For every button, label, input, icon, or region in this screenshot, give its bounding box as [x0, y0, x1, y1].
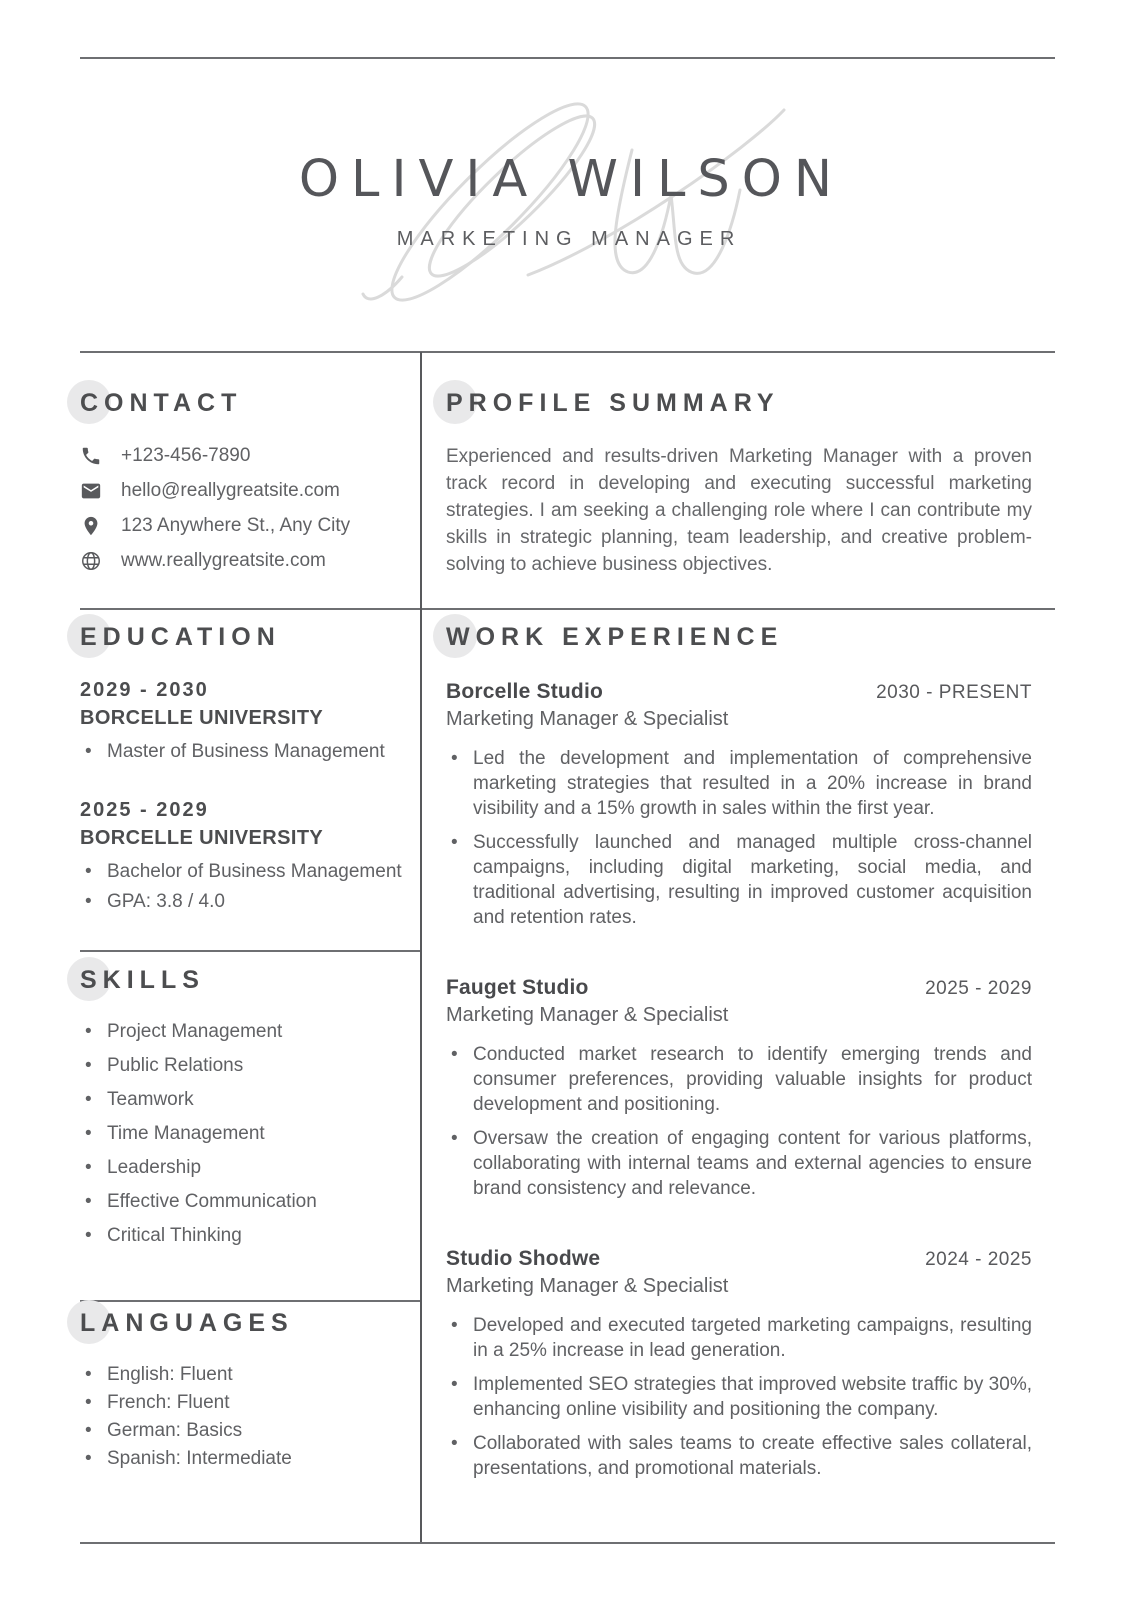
- languages-section: [80, 1306, 420, 1471]
- job-bullets: [446, 1042, 1032, 1201]
- education-school: BORCELLE UNIVERSITY: [80, 827, 324, 849]
- education-heading: EDUCATION: [80, 620, 420, 654]
- profile-summary-heading: PROFILE SUMMARY: [446, 386, 1032, 420]
- job-role: Marketing Manager & Specialist: [446, 1004, 729, 1026]
- section-divider-rule: [80, 608, 1055, 610]
- language-item: • French: Fluent: [80, 1390, 420, 1415]
- location-icon: [80, 515, 102, 537]
- job-dates: 2025 - 2029: [925, 978, 1032, 999]
- education-dates: 2025 - 2029: [80, 799, 209, 821]
- education-detail-item: • Bachelor of Business Management: [80, 860, 420, 883]
- skill-item: • Teamwork: [80, 1089, 420, 1111]
- person-title: MARKETING MANAGER: [396, 228, 742, 250]
- job-dates: 2024 - 2025: [925, 1249, 1032, 1270]
- skill-item: • Project Management: [80, 1021, 420, 1043]
- contact-heading: CONTACT: [80, 386, 415, 420]
- phone-number: +123-456-7890: [121, 445, 251, 466]
- job-bullet: • Successfully launched and managed multiple cross-channel campaigns, including digital marketing, social media, and traditional advertising, resulting in improved customer acquisition and retention rates.: [446, 830, 1032, 930]
- job-dates: 2030 - PRESENT: [876, 682, 1032, 703]
- skill-item: • Time Management: [80, 1123, 420, 1145]
- languages-list: [80, 1362, 420, 1471]
- job-bullet: • Collaborated with sales teams to create effective sales collateral, presentations, and promotional materials.: [446, 1431, 1032, 1481]
- contact-list: [80, 445, 415, 572]
- skill-item: • Effective Communication: [80, 1191, 420, 1213]
- education-section: [80, 620, 420, 913]
- contact-row-phone: [80, 445, 415, 467]
- job-header: [446, 976, 1032, 1000]
- languages-divider-rule: [80, 1300, 420, 1302]
- profile-summary-section: [446, 386, 1032, 578]
- education-dates: 2029 - 2030: [80, 679, 209, 701]
- language-item: • Spanish: Intermediate: [80, 1446, 420, 1471]
- contact-row-email: [80, 480, 415, 502]
- contact-row-website: [80, 550, 415, 572]
- job-header: [446, 1247, 1032, 1271]
- education-entry: [80, 799, 420, 913]
- skills-divider-rule: [80, 950, 420, 952]
- work-experience-section: [446, 620, 1032, 1481]
- education-school: BORCELLE UNIVERSITY: [80, 707, 324, 729]
- job-role: Marketing Manager & Specialist: [446, 708, 729, 730]
- skill-item: • Critical Thinking: [80, 1225, 420, 1247]
- job-bullets: [446, 1313, 1032, 1481]
- education-details: [80, 740, 420, 763]
- language-item: • English: Fluent: [80, 1362, 420, 1387]
- contact-section: [80, 386, 415, 572]
- contact-row-address: [80, 515, 415, 537]
- phone-icon: [80, 445, 102, 467]
- education-details: [80, 860, 420, 913]
- bottom-rule: [80, 1542, 1055, 1544]
- job-bullet: • Implemented SEO strategies that improved website traffic by 30%, enhancing online visibility and positioning the company.: [446, 1372, 1032, 1422]
- job-bullet: • Conducted market research to identify emerging trends and consumer preferences, providing valuable insights for product development and positioning.: [446, 1042, 1032, 1117]
- job-bullet: • Led the development and implementation of comprehensive marketing strategies that resulted in a 20% increase in brand visibility and a 15% growth in sales within the first year.: [446, 746, 1032, 821]
- skills-list: [80, 1021, 420, 1247]
- job-company: Studio Shodwe: [446, 1247, 601, 1270]
- skills-heading: SKILLS: [80, 963, 420, 997]
- work-experience-heading: WORK EXPERIENCE: [446, 620, 1032, 654]
- education-detail-item: • GPA: 3.8 / 4.0: [80, 890, 420, 913]
- job-entry: [446, 976, 1032, 1201]
- job-company: Fauget Studio: [446, 976, 589, 999]
- job-role: Marketing Manager & Specialist: [446, 1275, 729, 1297]
- job-bullet: • Developed and executed targeted marketing campaigns, resulting in a 25% increase in lead generation.: [446, 1313, 1032, 1363]
- website-url: www.reallygreatsite.com: [121, 550, 326, 571]
- column-divider: [420, 352, 422, 1542]
- education-entry: [80, 679, 420, 763]
- job-entry: [446, 680, 1032, 930]
- skill-item: • Leadership: [80, 1157, 420, 1179]
- education-detail-item: • Master of Business Management: [80, 740, 420, 763]
- job-entry: [446, 1247, 1032, 1481]
- profile-summary-text: Experienced and results-driven Marketing Manager with a proven track record in developing and executing successful marketing strategies. I am seeking a challenging role where I can contribute my skills in strategic planning, team leadership, and creative problem-solving to achieve business objectives.: [446, 446, 1032, 575]
- job-bullets: [446, 746, 1032, 930]
- languages-heading: LANGUAGES: [80, 1306, 420, 1340]
- street-address: 123 Anywhere St., Any City: [121, 515, 351, 536]
- top-rule: [80, 57, 1055, 59]
- job-bullet: • Oversaw the creation of engaging content for various platforms, collaborating with internal teams and external agencies to ensure brand consistency and relevance.: [446, 1126, 1032, 1201]
- person-name: OLIVIA WILSON: [298, 150, 845, 209]
- job-header: [446, 680, 1032, 704]
- email-address: hello@reallygreatsite.com: [121, 480, 340, 501]
- globe-icon: [80, 550, 102, 572]
- email-icon: [80, 480, 102, 502]
- job-company: Borcelle Studio: [446, 680, 604, 703]
- language-item: • German: Basics: [80, 1418, 420, 1443]
- header-bottom-rule: [80, 351, 1055, 353]
- skill-item: • Public Relations: [80, 1055, 420, 1077]
- skills-section: [80, 963, 420, 1247]
